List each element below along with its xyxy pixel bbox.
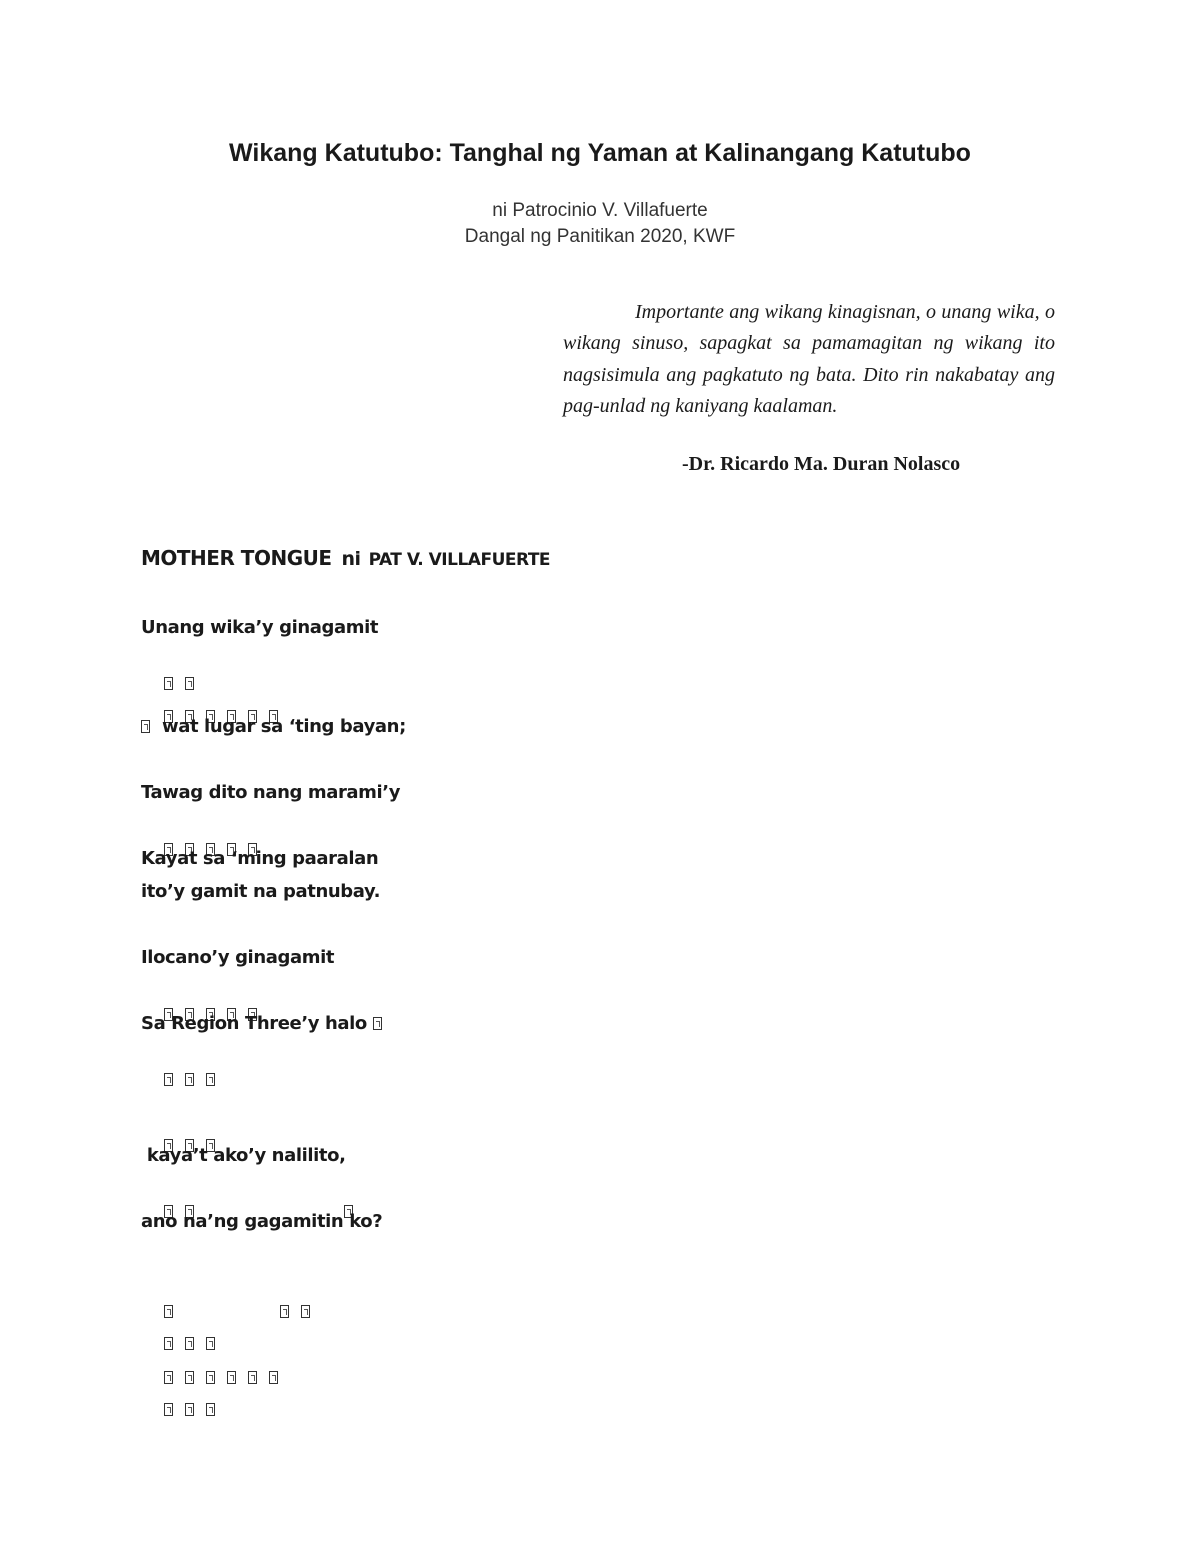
- missing-glyph-icon: [206, 1403, 215, 1416]
- document-title: Wikang Katutubo: Tanghal ng Yaman at Kalinangang Katutubo: [229, 139, 971, 167]
- author-line: ni Patrocinio V. Villafuerte: [492, 200, 708, 221]
- award-line: Dangal ng Panitikan 2020, KWF: [464, 226, 736, 247]
- poem-line-glyphs: [141, 1048, 227, 1111]
- poem-line: [141, 716, 406, 737]
- poem-line: [141, 1013, 394, 1034]
- poem-line: kaya’t ako’y nalilito,: [141, 1145, 346, 1166]
- missing-glyph-icon: [141, 720, 150, 733]
- poem-title: MOTHER TONGUE: [141, 546, 332, 570]
- poem-title-ni: ni: [341, 548, 361, 570]
- missing-glyph-icon: [373, 1017, 382, 1030]
- missing-glyph-icon: [164, 1073, 173, 1086]
- missing-glyph-icon: [248, 1371, 257, 1384]
- missing-glyph-icon: [206, 1073, 215, 1086]
- poem-line: Kayat sa ‘ming paaralan: [141, 848, 379, 869]
- epigraph-quote: Importante ang wikang kinagisnan, o unang wika, o wikang sinuso, sapagkat sa pamamagitan ng wikang ito nagsisimula ang pagkatuto ng bata. Dito rin nakabatay ang pag-unlad ng kaniyang kaalaman.: [563, 301, 1055, 417]
- missing-glyph-icon: [164, 1403, 173, 1416]
- poem-line: Ilocano’y ginagamit: [141, 947, 335, 968]
- poem-line: ito’y gamit na patnubay.: [141, 881, 381, 902]
- poem-line: Tawag dito nang marami’y: [141, 782, 401, 803]
- missing-glyph-icon: [185, 1403, 194, 1416]
- poem-line: Unang wika’y ginagamit: [141, 617, 379, 638]
- poem-author: PAT V. VILLAFUERTE: [368, 550, 551, 570]
- epigraph-attribution: -Dr. Ricardo Ma. Duran Nolasco: [682, 453, 961, 475]
- missing-glyph-icon: [269, 1371, 278, 1384]
- poem-line-glyphs: [141, 1378, 227, 1441]
- poem-heading: [141, 546, 550, 570]
- poem-line: ano na’ng gagamitin ko?: [141, 1211, 383, 1232]
- missing-glyph-icon: [301, 1305, 310, 1318]
- missing-glyph-icon: [227, 1371, 236, 1384]
- poem-line-text: wat lugar sa ‘ting bayan;: [162, 716, 406, 737]
- missing-glyph-icon: [185, 1073, 194, 1086]
- poem-line-text: Sa Region Three’y halo: [141, 1013, 367, 1034]
- byline: [0, 198, 1200, 250]
- missing-glyph-icon: [280, 1305, 289, 1318]
